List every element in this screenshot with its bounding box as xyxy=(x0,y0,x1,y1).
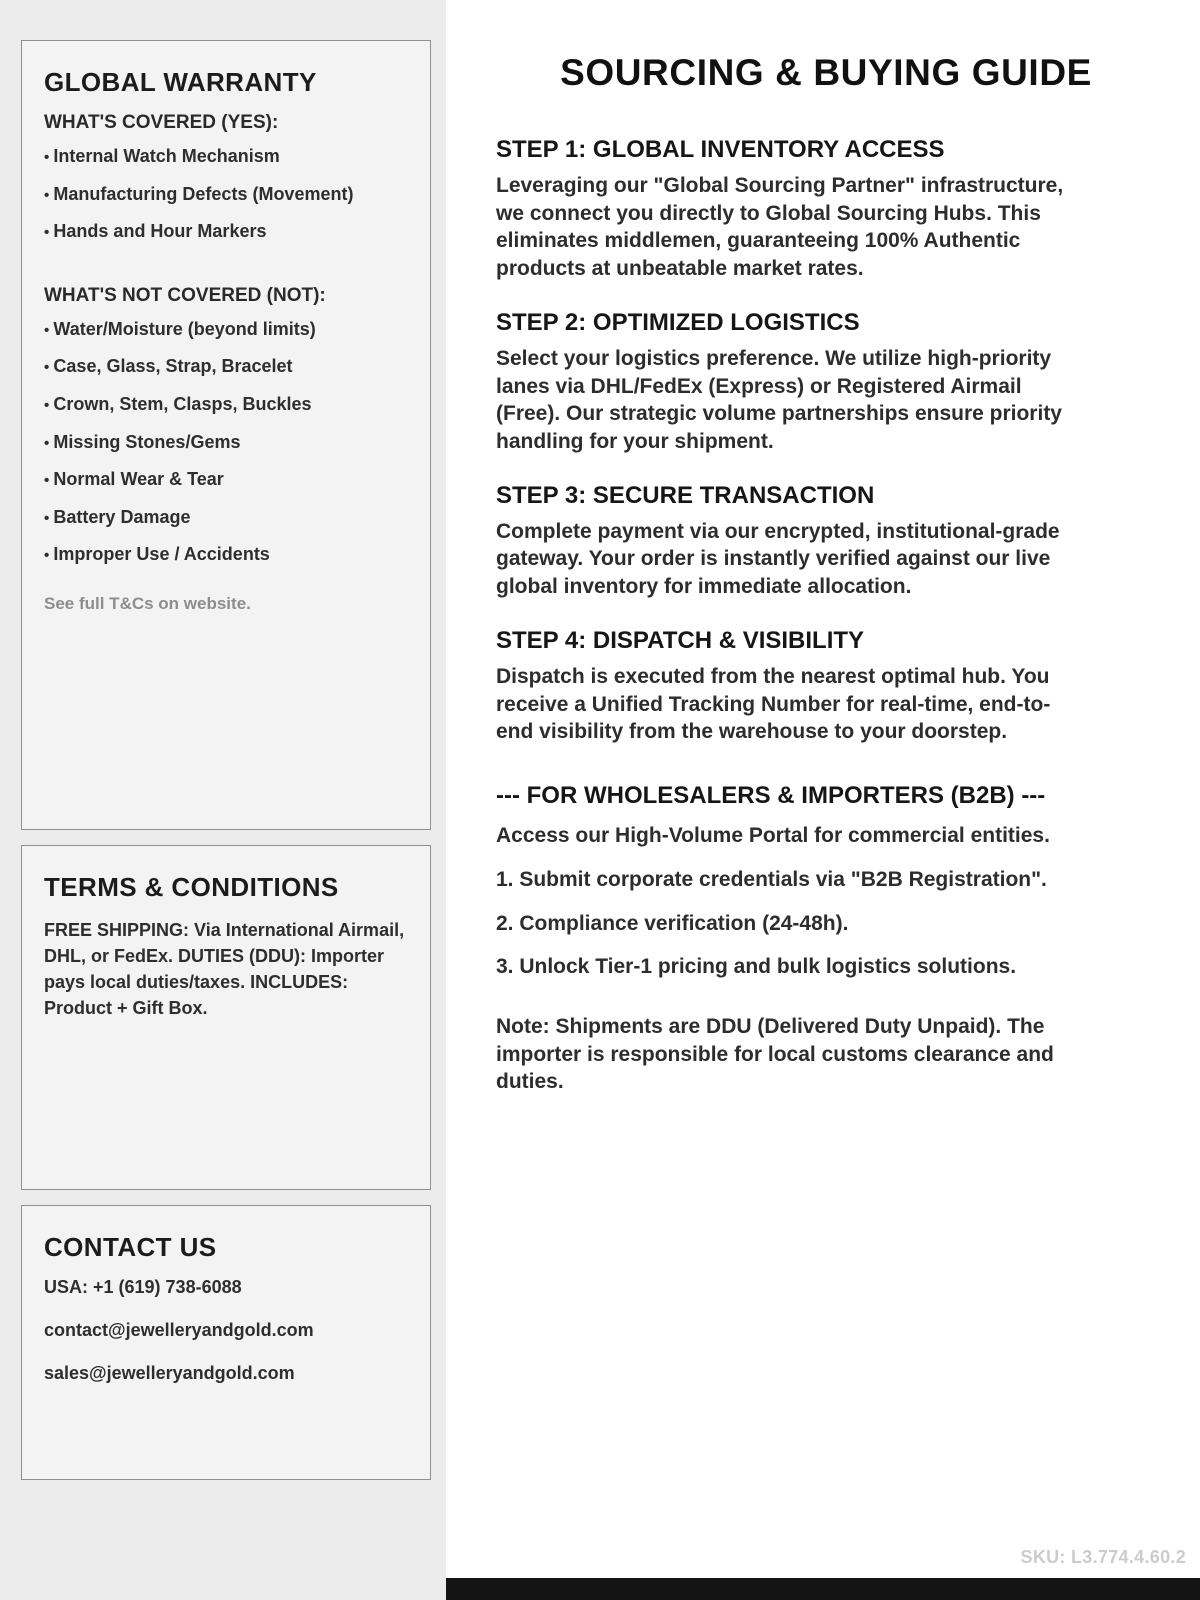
b2b-step-3: 3. Unlock Tier-1 pricing and bulk logistics solutions. xyxy=(496,955,1017,979)
step-1-heading: STEP 1: GLOBAL INVENTORY ACCESS xyxy=(496,136,945,163)
ddu-note: Note: Shipments are DDU (Delivered Duty Unpaid). The importer is responsible for local customs clearance and duties. xyxy=(496,1014,1054,1094)
warranty-title: GLOBAL WARRANTY xyxy=(44,67,317,97)
list-item: • Missing Stones/Gems xyxy=(44,432,408,454)
list-item: • Internal Watch Mechanism xyxy=(44,146,408,168)
warranty-footnote: See full T&Cs on website. xyxy=(44,593,251,613)
main-content xyxy=(446,0,1200,1600)
list-item: • Improper Use / Accidents xyxy=(44,544,408,566)
contact-title: CONTACT US xyxy=(44,1232,217,1262)
warranty-box xyxy=(21,40,431,830)
b2b-step-1: 1. Submit corporate credentials via "B2B Registration". xyxy=(496,867,1047,891)
list-item: • Battery Damage xyxy=(44,507,408,529)
step-4-heading: STEP 4: DISPATCH & VISIBILITY xyxy=(496,626,865,654)
list-item: • Hands and Hour Markers xyxy=(44,221,408,243)
b2b-intro: Access our High-Volume Portal for commercial entities. xyxy=(496,824,1050,848)
step-2-heading: STEP 2: OPTIMIZED LOGISTICS xyxy=(496,308,860,336)
contact-email: contact@jewelleryandgold.com xyxy=(44,1320,314,1340)
b2b-section xyxy=(496,782,1096,1096)
step-4-section xyxy=(496,627,1081,746)
step-3-section xyxy=(496,482,1081,601)
not-covered-subtitle: WHAT'S NOT COVERED (NOT): xyxy=(44,284,326,306)
sidebar xyxy=(0,0,446,1600)
list-item: • Case, Glass, Strap, Bracelet xyxy=(44,356,408,378)
step-3-heading: STEP 3: SECURE TRANSACTION xyxy=(496,481,875,509)
contact-box xyxy=(21,1205,431,1480)
sales-email: sales@jewelleryandgold.com xyxy=(44,1363,295,1383)
page-title: SOURCING & BUYING GUIDE xyxy=(560,52,1092,93)
list-item: • Crown, Stem, Clasps, Buckles xyxy=(44,394,408,416)
step-1-body: Leveraging our "Global Sourcing Partner" infrastructure, we connect you directly to Global Sourcing Hubs. This eliminates middlemen, guaranteeing 100% Authentic products at unbeatable market rates. xyxy=(496,174,1064,281)
covered-list xyxy=(44,146,408,243)
covered-subtitle: WHAT'S COVERED (YES): xyxy=(44,112,279,133)
b2b-heading: --- FOR WHOLESALERS & IMPORTERS (B2B) --- xyxy=(496,782,1046,810)
list-item: • Normal Wear & Tear xyxy=(44,469,408,491)
b2b-step-2: 2. Compliance verification (24-48h). xyxy=(496,911,849,935)
step-2-body: Select your logistics preference. We utilize high-priority lanes via DHL/FedEx (Express) or Registered Airmail (Free). Our strategic volume partnerships ensure priority handling for your shipment. xyxy=(496,346,1062,454)
step-1-section xyxy=(496,136,1081,283)
step-4-body: Dispatch is executed from the nearest optimal hub. You receive a Unified Tracking Number for real-time, end-to-end visibility from the warehouse to your doorstep. xyxy=(496,664,1051,744)
step-3-body: Complete payment via our encrypted, institutional-grade gateway. Your order is instantly verified against our live global inventory for immediate allocation. xyxy=(496,519,1060,599)
list-item: • Manufacturing Defects (Movement) xyxy=(44,184,408,206)
step-2-section xyxy=(496,309,1081,456)
bottom-bar xyxy=(446,1578,1200,1600)
terms-title: TERMS & CONDITIONS xyxy=(44,872,339,902)
terms-box xyxy=(21,845,431,1190)
terms-body: FREE SHIPPING: Via International Airmail, DHL, or FedEx. DUTIES (DDU): Importer pays local duties/taxes. INCLUDES: Product + Gift Box. xyxy=(44,920,405,1019)
not-covered-list xyxy=(44,319,408,566)
sku-label: SKU: L3.774.4.60.2 xyxy=(1020,1547,1186,1567)
list-item: • Water/Moisture (beyond limits) xyxy=(44,319,408,341)
contact-phone: USA: +1 (619) 738-6088 xyxy=(44,1277,242,1297)
